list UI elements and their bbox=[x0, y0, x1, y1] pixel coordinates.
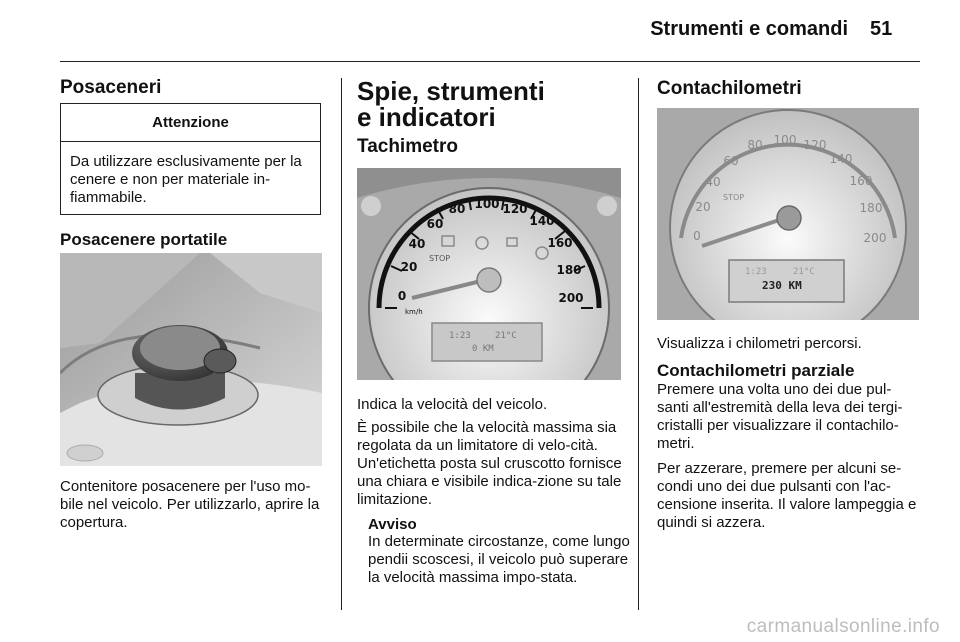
speed-label-0: 0 bbox=[397, 289, 407, 303]
info-display bbox=[432, 323, 542, 361]
speed-label-40: 40 bbox=[408, 237, 426, 251]
speed-label-80: 80 bbox=[448, 202, 466, 216]
odo-scale-60: 60 bbox=[723, 154, 739, 168]
odo-display-reading: 230 KM bbox=[762, 279, 802, 292]
warning-text: Da utilizzare esclusivamente per la cenere e non per materiale in-fiammabile. bbox=[70, 153, 302, 206]
stop-warning-label: STOP bbox=[429, 254, 451, 263]
running-header-title: Strumenti e comandi bbox=[650, 18, 848, 40]
warning-box bbox=[60, 103, 321, 215]
odometer-drawing bbox=[657, 108, 919, 320]
odo-scale-120: 120 bbox=[803, 138, 827, 152]
subheading-portable-ashtray: Posacenere portatile bbox=[60, 230, 228, 249]
paragraph-trip-reset: Per azzerare, premere per alcuni se-condi uno dei due pulsanti con l'ac-censione inserita. Il valore lampeggia e quindi si azzera. bbox=[657, 460, 917, 531]
speed-label-160: 160 bbox=[547, 236, 573, 250]
paragraph-odometer-description: Visualizza i chilometri percorsi. bbox=[657, 335, 862, 352]
section-heading-ashtrays: Posaceneri bbox=[60, 77, 162, 98]
section-heading-warning-lights bbox=[357, 78, 545, 130]
right-arrow-indicator-icon bbox=[597, 196, 617, 216]
odo-scale-20: 20 bbox=[695, 200, 711, 214]
display-time: 1:23 bbox=[449, 331, 471, 341]
header-rule bbox=[60, 61, 920, 62]
odo-scale-200: 200 bbox=[863, 231, 887, 245]
heading-line-1: Spie, strumenti bbox=[357, 76, 545, 106]
odo-scale-160: 160 bbox=[849, 174, 873, 188]
speed-label-60: 60 bbox=[426, 217, 444, 231]
subheading-speedometer: Tachimetro bbox=[357, 136, 459, 157]
speed-label-20: 20 bbox=[400, 260, 418, 274]
section-heading-odometer: Contachilometri bbox=[657, 78, 802, 99]
odo-scale-100: 100 bbox=[773, 133, 797, 147]
speed-label-140: 140 bbox=[529, 214, 555, 228]
figure-speedometer bbox=[357, 168, 621, 380]
page-number: 51 bbox=[870, 18, 893, 40]
speed-label-100: 100 bbox=[474, 197, 500, 211]
column-divider-1 bbox=[341, 78, 342, 610]
heading-line-2: e indicatori bbox=[357, 102, 496, 132]
odo-display-time: 1:23 bbox=[745, 267, 767, 277]
speed-label-120: 120 bbox=[502, 202, 528, 216]
watermark: carmanualsonline.info bbox=[746, 616, 940, 637]
speed-label-180: 180 bbox=[556, 263, 582, 277]
odometer-needle-hub bbox=[777, 206, 801, 230]
figure-portable-ashtray bbox=[60, 253, 322, 466]
left-arrow-indicator-icon bbox=[361, 196, 381, 216]
odo-scale-180: 180 bbox=[859, 201, 883, 215]
note-title: Avviso bbox=[368, 516, 417, 533]
ashtray-drawing bbox=[60, 253, 322, 466]
paragraph-speed-limiter: È possibile che la velocità massima sia regolata da un limitatore di velo-cità. Un'etichetta posta sul cruscotto fornisce una chiara e visibile indica-zione su tale limitazione. bbox=[357, 419, 622, 508]
speedometer-drawing bbox=[357, 168, 621, 380]
odo-scale-80: 80 bbox=[747, 138, 763, 152]
display-temperature: 21°C bbox=[495, 331, 517, 341]
odo-display-temperature: 21°C bbox=[793, 267, 815, 277]
display-odometer: 0 KM bbox=[472, 344, 494, 354]
odo-scale-40: 40 bbox=[705, 175, 721, 189]
warning-title: Attenzione bbox=[61, 104, 320, 142]
needle-hub bbox=[477, 268, 501, 292]
speed-label-200: 200 bbox=[558, 291, 584, 305]
odo-scale-0: 0 bbox=[693, 229, 701, 243]
paragraph-speed-indication: Indica la velocità del veicolo. bbox=[357, 396, 548, 413]
odo-scale-140: 140 bbox=[829, 152, 853, 166]
speed-unit: km/h bbox=[405, 308, 423, 316]
odo-stop-label: STOP bbox=[723, 193, 745, 202]
note-text: In determinate circostanze, come lungo pendii scoscesi, il veicolo può superare la velocità massima impo-stata. bbox=[368, 533, 630, 586]
column-divider-2 bbox=[638, 78, 639, 610]
paragraph-trip-display: Premere una volta uno dei due pul-santi all'estremità della leva dei tergi-cristalli per visualizzare il contachilo-metri. bbox=[657, 381, 903, 452]
figure-odometer bbox=[657, 108, 919, 320]
paragraph-ashtray-description: Contenitore posacenere per l'uso mo-bile nel veicolo. Per utilizzarlo, aprire la copertura. bbox=[60, 478, 320, 531]
subheading-trip-odometer: Contachilometri parziale bbox=[657, 361, 855, 380]
